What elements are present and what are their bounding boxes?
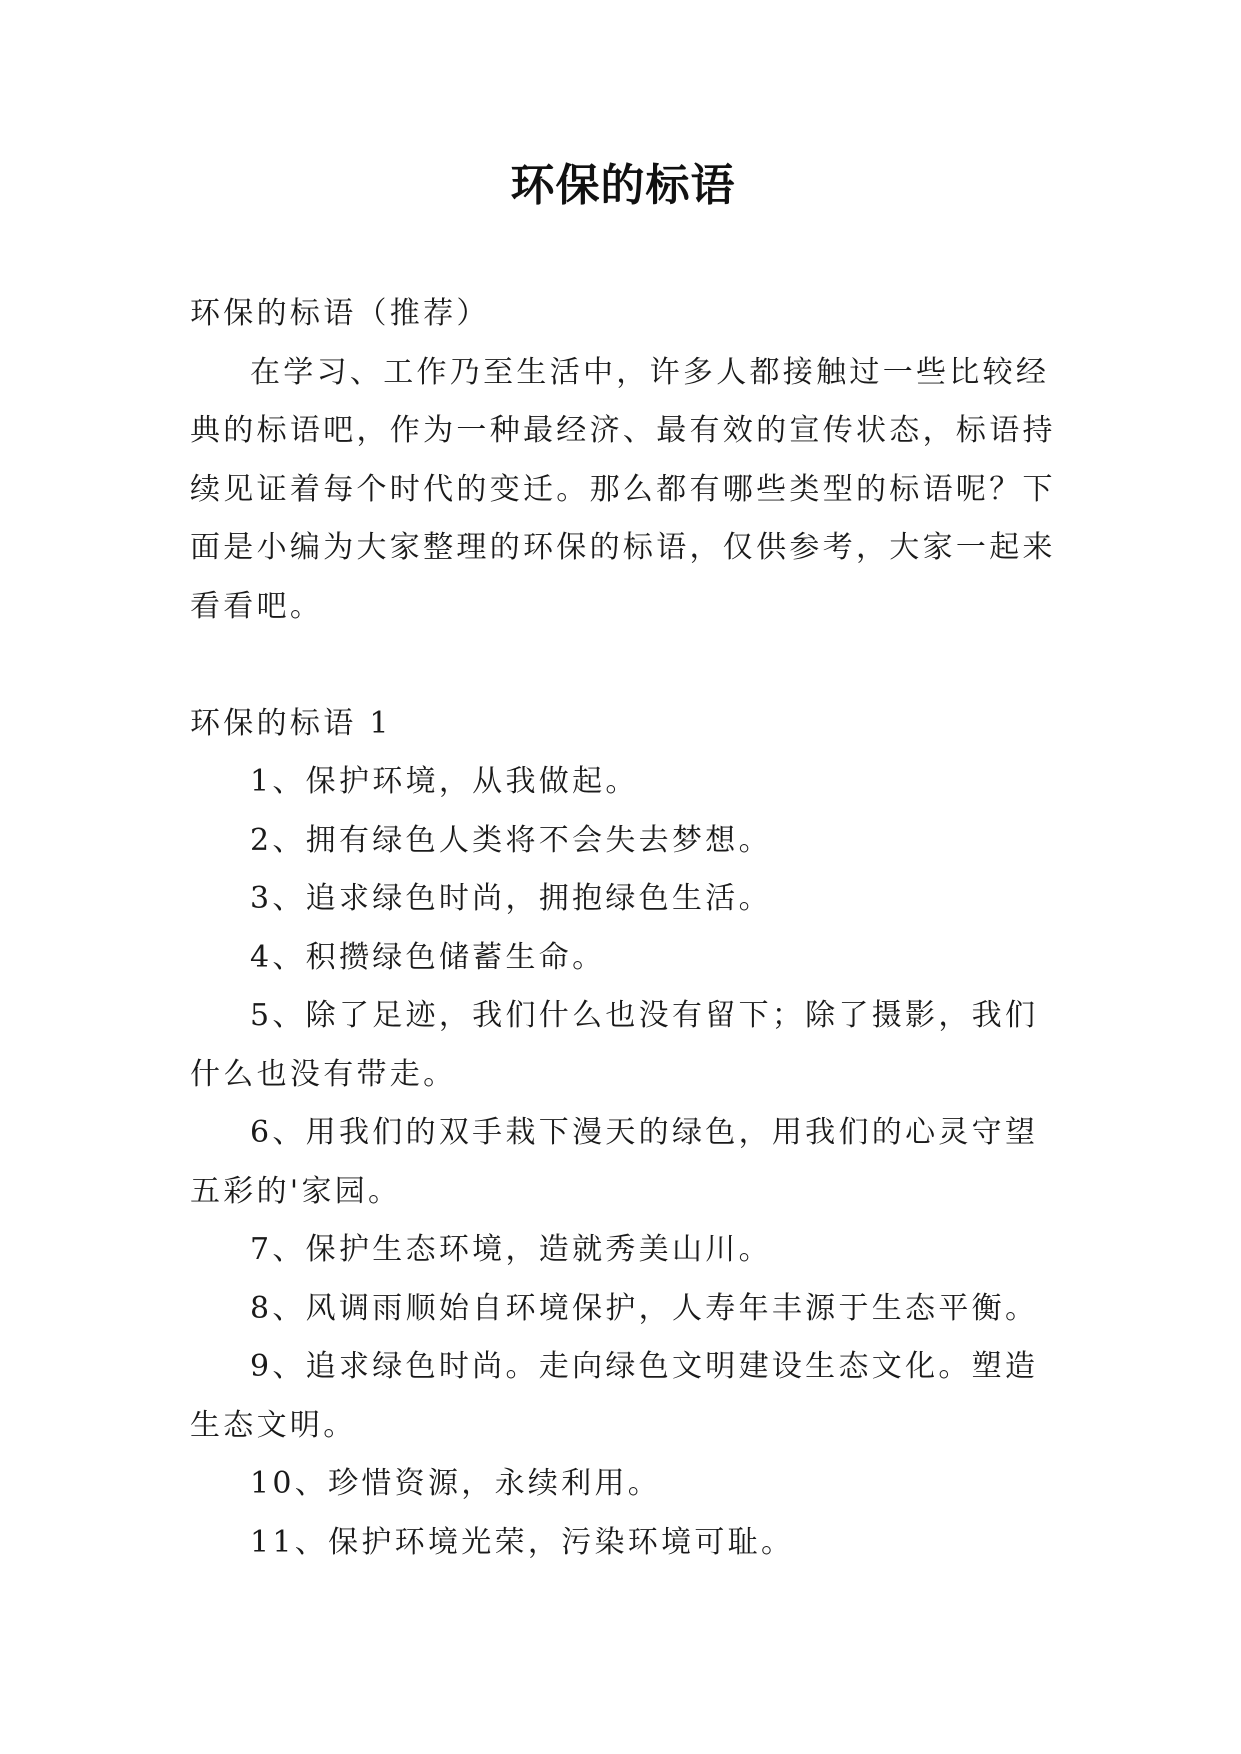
document-title: 环保的标语 — [510, 160, 736, 211]
list-item: 7、保护生态环境，造就秀美山川。 — [250, 1232, 772, 1267]
list-item: 2、拥有绿色人类将不会失去梦想。 — [250, 822, 772, 858]
list-item: 4、积攒绿色储蓄生命。 — [250, 939, 606, 975]
list-item: 10、珍惜资源，永续利用。 — [250, 1466, 662, 1501]
document-subtitle: 环保的标语（推荐） — [190, 296, 490, 331]
list-item: 8、风调雨顺始自环境保护，人寿年丰源于生态平衡。 — [250, 1290, 1039, 1326]
paragraph-spacer — [190, 636, 1056, 695]
list-item: 3、追求绿色时尚，拥抱绿色生活。 — [250, 881, 772, 916]
list-item: 6、用我们的双手栽下漫天的绿色，用我们的心灵守望五彩的'家园。 — [190, 1115, 1039, 1209]
list-item: 11、保护环境光荣，污染环境可耻。 — [250, 1524, 795, 1560]
list-item: 9、追求绿色时尚。走向绿色文明建设生态文化。塑造生态文明。 — [190, 1349, 1039, 1443]
section-heading: 环保的标语 1 — [190, 705, 392, 741]
document-body — [190, 285, 1056, 1572]
intro-paragraph: 在学习、工作乃至生活中，许多人都接触过一些比较经典的标语吧，作为一种最经济、最有效的宣传状态，标语持续见证着每个时代的变迁。那么都有哪些类型的标语呢？下面是小编为大家整理的环保的标语，仅供参考，大家一起来看看吧。 — [190, 354, 1056, 624]
list-item: 1、保护环境，从我做起。 — [250, 764, 639, 799]
list-item: 5、除了足迹，我们什么也没有留下；除了摄影，我们什么也没有带走。 — [190, 998, 1039, 1092]
